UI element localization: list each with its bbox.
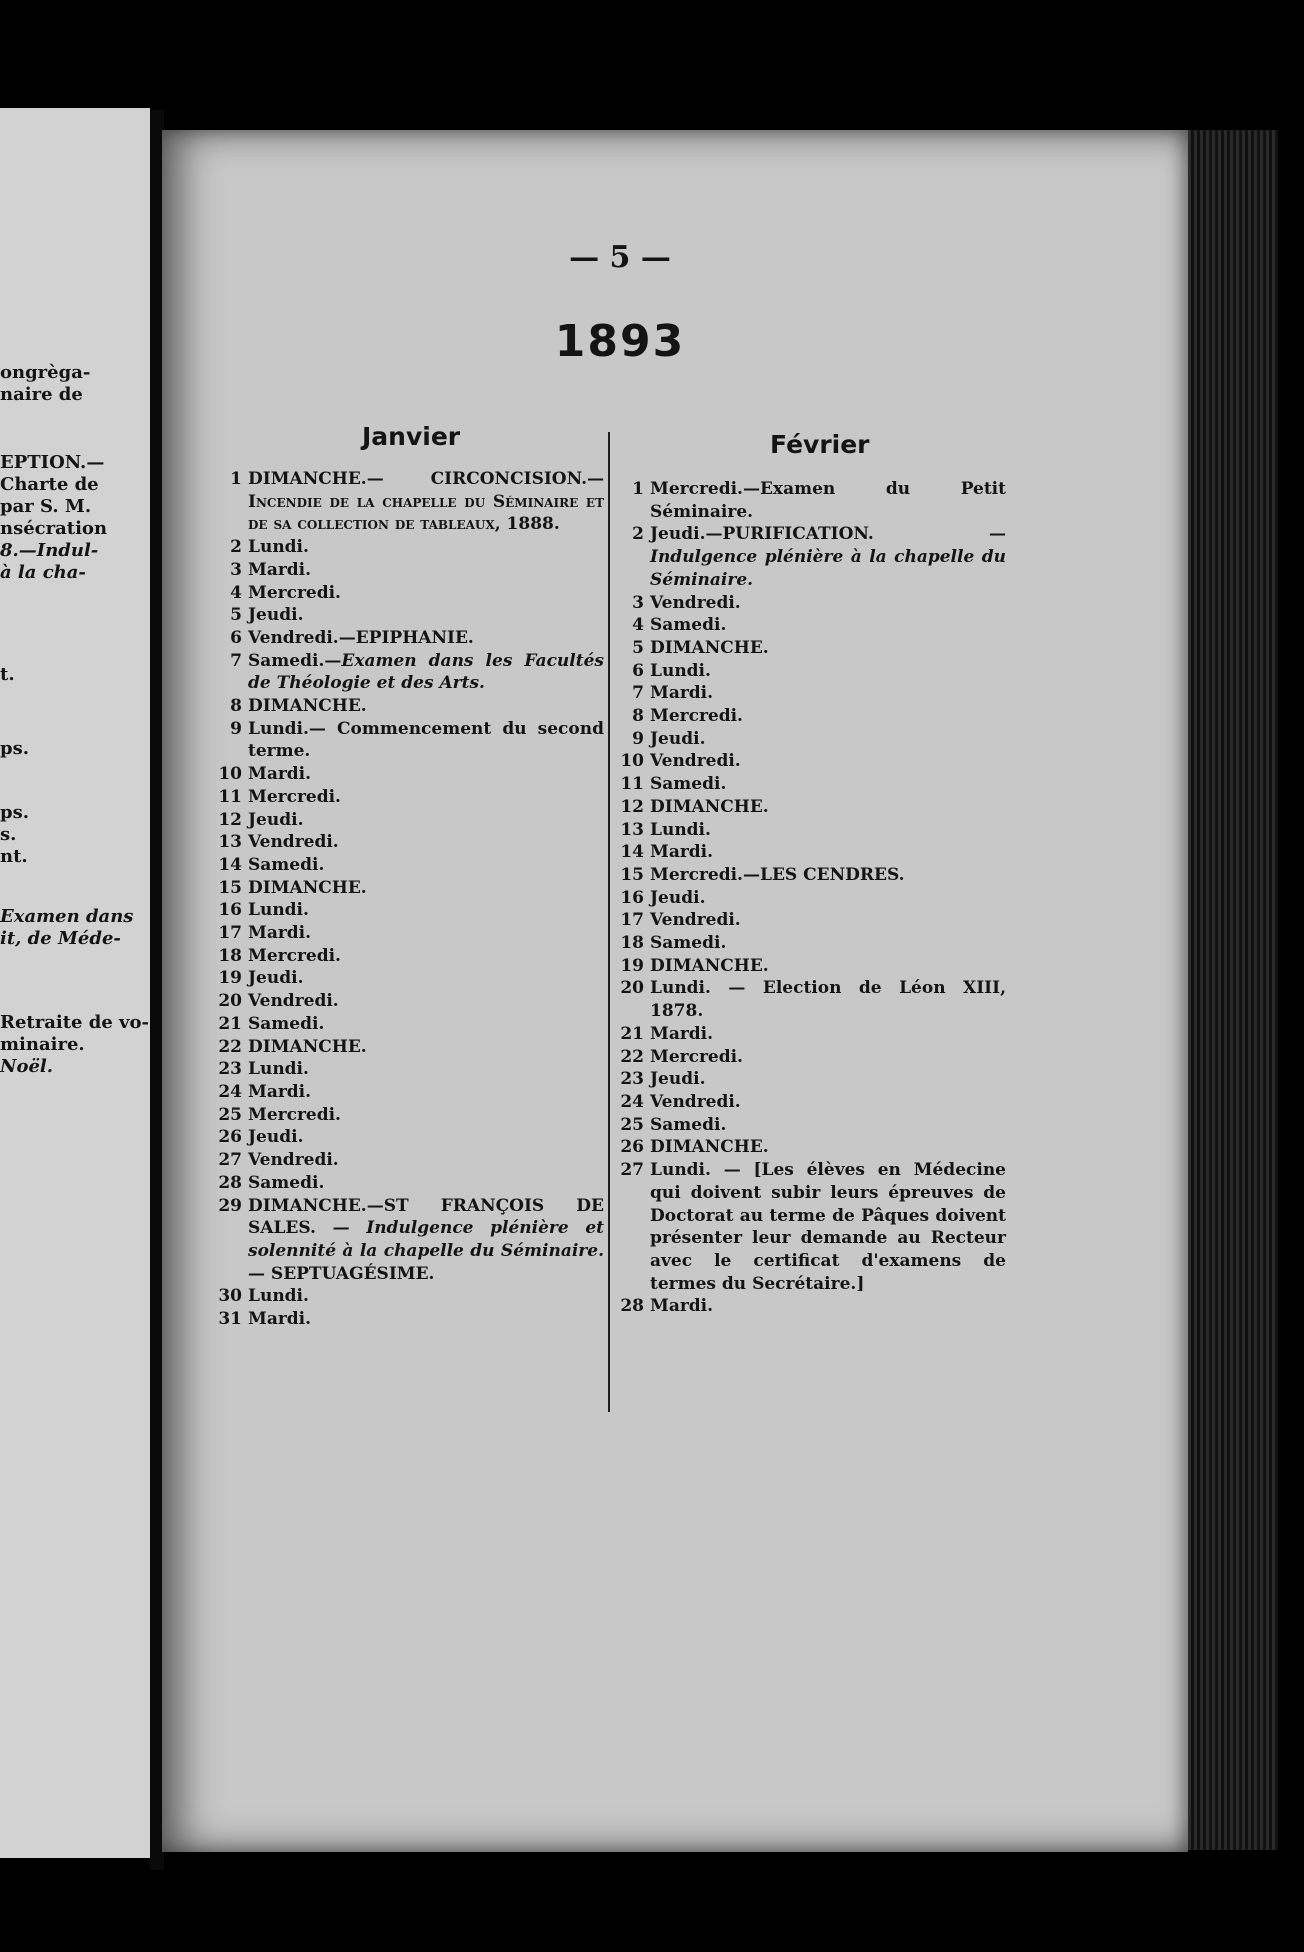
day-number: 18 [620,933,644,954]
janvier-entry [212,1081,604,1104]
janvier-entry [212,627,604,650]
column-divider [608,432,610,1412]
fevrier-entry [614,773,1006,796]
day-text [248,877,604,900]
janvier-entry [212,809,604,832]
day-number: 4 [230,582,242,603]
day-text [248,967,604,990]
day-number: 31 [218,1309,242,1330]
day-text-part: Jeudi. [248,1127,304,1148]
day-number: 13 [620,819,644,840]
day-text-part: Mercredi. [650,1046,743,1067]
day-number: 13 [218,832,242,853]
janvier-entry [212,536,604,559]
day-text-part: Samedi. [248,1172,325,1193]
facing-page-text: 8.—Indul- [0,540,99,561]
month-title-janvier: Janvier [362,422,461,451]
day-text [650,705,1006,728]
facing-page-text: Examen dans [0,906,134,927]
day-text-part: LES CENDRES. [759,864,905,885]
day-number: 30 [218,1286,242,1307]
day-text-part: Lundi. [248,1059,309,1080]
day-text [650,932,1006,955]
day-number: 12 [620,796,644,817]
day-number: 17 [218,923,242,944]
day-number: 1 [230,469,242,489]
day-text-part: Vendredi.— [248,627,356,648]
fevrier-entry [614,977,1006,1022]
day-text-part: Jeudi. [650,728,706,749]
fevrier-entry [614,932,1006,955]
day-number: 14 [218,854,242,875]
day-number: 6 [632,660,644,681]
day-text-part: Mardi. [650,842,714,863]
fevrier-column [614,478,1006,1318]
day-number: 11 [218,786,242,807]
janvier-entry [212,922,604,945]
day-text [650,660,1006,683]
day-text-part: Mardi. [248,559,312,580]
day-text-part: DIMANCHE. [650,637,769,658]
fevrier-entry [614,909,1006,932]
day-text-part: Mercredi. [248,786,341,807]
janvier-entry [212,967,604,990]
day-text [248,1195,604,1286]
janvier-entry [212,990,604,1013]
day-number: 19 [218,968,242,989]
day-text-part: — [873,524,1006,545]
day-text-part: Samedi. [650,933,727,954]
day-number: 5 [632,637,644,658]
day-number: 17 [620,910,644,931]
day-text-part: Jeudi. [650,1069,706,1090]
fevrier-entry [614,614,1006,637]
day-text-part: Samedi.— [248,650,342,671]
day-text-part: DIMANCHE. [650,955,769,976]
day-text-part: Mardi. [650,683,714,704]
fevrier-entry [614,682,1006,705]
day-text [248,559,604,582]
janvier-entry [212,1126,604,1149]
fevrier-entry [614,705,1006,728]
day-number: 22 [218,1036,242,1057]
fevrier-entry [614,1295,1006,1318]
fevrier-entry [614,1091,1006,1114]
fevrier-entry [614,864,1006,887]
day-text-part: DIMANCHE. [650,1137,769,1158]
facing-page-text: ongrèga- [0,362,91,383]
janvier-entry [212,1172,604,1195]
day-number: 11 [620,774,644,795]
janvier-entry [212,1013,604,1036]
day-number: 23 [218,1059,242,1080]
day-number: 19 [620,955,644,976]
facing-page-text: ps. [0,738,29,759]
facing-page-fragment [0,108,150,1858]
janvier-entry [212,695,604,718]
day-number: 27 [620,1160,644,1181]
facing-page-text: t. [0,664,15,685]
day-text-part: Vendredi. [248,991,339,1012]
day-text [248,604,604,627]
day-text-part: Jeudi. [248,605,304,626]
day-text [248,854,604,877]
janvier-entry [212,650,604,695]
day-text-part: Samedi. [248,1013,325,1034]
fevrier-entry [614,1023,1006,1046]
fevrier-entry [614,523,1006,591]
janvier-entry [212,1104,604,1127]
day-text-part: Lundi. [248,1286,309,1307]
day-number: 23 [620,1069,644,1090]
day-text [650,977,1006,1022]
day-number: 10 [218,764,242,785]
day-text [650,1023,1006,1046]
day-number: 8 [230,696,242,717]
facing-page-text: naire de [0,384,83,405]
day-number: 25 [620,1114,644,1135]
janvier-entry [212,1308,604,1331]
day-text-part: Mercredi. [650,706,743,727]
janvier-entry [212,786,604,809]
facing-page-text: à la cha- [0,562,86,583]
day-text [248,1172,604,1195]
day-text-part: Mardi. [248,923,312,944]
day-text-part: Lundi.— Commencement du second terme. [248,718,604,762]
day-text [248,945,604,968]
day-text [248,990,604,1013]
janvier-entry [212,1149,604,1172]
day-number: 2 [230,537,242,558]
year-heading: 1893 [554,316,686,367]
day-text [650,1114,1006,1137]
day-number: 22 [620,1046,644,1067]
janvier-entry [212,559,604,582]
day-text [650,1159,1006,1295]
day-text-part: — Indulgence plénière et solennité à la chapelle du Séminaire.— [248,1218,604,1284]
janvier-entry [212,582,604,605]
day-text [650,841,1006,864]
day-text [248,1308,604,1331]
fevrier-entry [614,887,1006,910]
day-text-part: Lundi. [650,819,711,840]
day-text [248,786,604,809]
day-number: 27 [218,1150,242,1171]
fevrier-entry [614,478,1006,523]
day-number: 20 [620,978,644,999]
facing-page-text: par S. M. [0,496,92,517]
day-text [248,536,604,559]
day-number: 26 [620,1137,644,1158]
fevrier-entry [614,728,1006,751]
day-text [248,922,604,945]
day-number: 3 [632,592,644,613]
fevrier-entry [614,819,1006,842]
day-text-part: SEPTUAGÉSIME. [265,1263,435,1284]
day-text-part: Mardi. [248,764,312,785]
page-edges [1188,130,1278,1850]
day-text [650,819,1006,842]
janvier-entry [212,1195,604,1286]
facing-page-text: minaire. [0,1034,85,1055]
day-number: 15 [218,877,242,898]
day-text [248,1104,604,1127]
day-number: 15 [620,864,644,885]
day-text-part: Mercredi. [248,582,341,603]
day-number: 12 [218,809,242,830]
facing-page-text: EPTION.— [0,452,105,473]
janvier-entry [212,1058,604,1081]
day-number: 29 [218,1195,242,1216]
day-text-part: Lundi. [650,660,711,681]
day-text-part: Samedi. [650,774,727,795]
day-text-part: Mardi. [248,1309,312,1330]
fevrier-entry [614,660,1006,683]
day-text [650,955,1006,978]
day-text-part: Lundi. — Election de Léon XIII, 1878. [650,978,1006,1022]
day-number: 18 [218,945,242,966]
day-text-part: Vendredi. [650,910,741,931]
day-text [650,1091,1006,1114]
day-number: 9 [230,718,242,739]
day-text-part: DIMANCHE. [248,1036,367,1057]
fevrier-entry [614,637,1006,660]
day-number: 10 [620,751,644,772]
janvier-entry [212,604,604,627]
day-text-part: Samedi. [650,1114,727,1135]
janvier-entry [212,945,604,968]
janvier-entry [212,718,604,763]
day-text [248,763,604,786]
day-number: 5 [230,605,242,626]
day-text [248,1126,604,1149]
day-text-part: Jeudi. [248,809,304,830]
janvier-entry [212,763,604,786]
facing-page-text: Charte de [0,474,99,495]
day-text [650,864,1006,887]
day-text [248,695,604,718]
day-number: 3 [230,559,242,580]
day-text [650,887,1006,910]
day-number: 6 [230,627,242,648]
facing-page-text: s. [0,824,17,845]
day-text [248,899,604,922]
day-text [650,773,1006,796]
day-text [248,809,604,832]
day-text-part: Jeudi.— [650,524,723,545]
janvier-column [212,468,604,1331]
facing-page-text: nsécration [0,518,108,539]
day-text [248,1081,604,1104]
day-text-part: Vendredi. [650,1091,741,1112]
day-text-part: Examen dans les Facultés de Théologie et des Arts. [248,650,604,694]
day-text-part: Lundi. [248,900,309,921]
day-number: 7 [632,683,644,704]
janvier-entry [212,877,604,900]
day-text-part: Samedi. [248,854,325,875]
day-text [650,682,1006,705]
day-text [650,614,1006,637]
day-text [248,1036,604,1059]
day-text-part: Indulgence plénière à la chapelle du Séminaire. [650,547,1006,590]
fevrier-entry [614,1068,1006,1091]
janvier-entry [212,1036,604,1059]
day-text-part: DIMANCHE. [248,877,367,898]
day-text-part: PURIFICATION. [722,524,874,545]
day-text-part: Vendredi. [650,751,741,772]
day-number: 21 [218,1013,242,1034]
day-text [650,750,1006,773]
janvier-entry [212,468,604,536]
day-text [248,650,604,695]
day-text [248,718,604,763]
fevrier-entry [614,1046,1006,1069]
day-number: 4 [632,615,644,636]
fevrier-entry [614,1114,1006,1137]
facing-page-text: Noël. [0,1056,54,1077]
day-number: 7 [230,650,242,671]
janvier-entry [212,1285,604,1308]
fevrier-entry [614,592,1006,615]
day-text [650,523,1006,591]
day-text [248,582,604,605]
day-text-part: Vendredi. [248,832,339,853]
janvier-entry [212,831,604,854]
day-number: 24 [218,1081,242,1102]
day-text [650,637,1006,660]
day-number: 16 [218,900,242,921]
day-text-part: Mercredi.—Examen du Petit Séminaire. [650,479,1006,522]
day-text-part: Mercredi.— [650,864,760,885]
day-text [650,909,1006,932]
day-text [650,1046,1006,1069]
day-number: 14 [620,842,644,863]
day-text [248,468,604,536]
day-text [248,1149,604,1172]
day-text-part: Vendredi. [248,1150,339,1171]
day-text [650,728,1006,751]
janvier-entry [212,899,604,922]
day-number: 21 [620,1023,644,1044]
day-text-part: EPIPHANIE. [355,627,474,648]
day-text-part: Mardi. [248,1081,312,1102]
day-number: 8 [632,706,644,727]
day-number: 24 [620,1091,644,1112]
day-text-part: Lundi. — [Les élèves en Médecine qui doivent subir leurs épreuves de Doctorat au terme de Pâques doivent présenter leur demande au Recteur avec le certificat d'examens de termes du Secrétaire.] [650,1160,1006,1294]
day-number: 9 [632,728,644,749]
day-text-part: Mardi. [650,1296,714,1317]
facing-page-text: it, de Méde- [0,928,121,949]
janvier-entry [212,854,604,877]
day-text-part: Jeudi. [650,887,706,908]
day-text [248,831,604,854]
fevrier-entry [614,841,1006,864]
day-text [248,627,604,650]
fevrier-entry [614,796,1006,819]
month-title-fevrier: Février [770,430,870,459]
day-text-part: DIMANCHE.— CIRCONCISION.— Incendie de la chapelle du Séminaire et de sa collection de tableaux, 1888. [248,469,604,535]
day-text [650,796,1006,819]
day-number: 1 [632,479,644,499]
day-number: 25 [218,1104,242,1125]
day-number: 16 [620,887,644,908]
day-text-part: Samedi. [650,615,727,636]
page-number: — 5 — [569,240,671,275]
day-text-part: Mercredi. [248,1104,341,1125]
day-number: 20 [218,991,242,1012]
day-text [650,592,1006,615]
day-text [248,1013,604,1036]
fevrier-entry [614,955,1006,978]
day-text-part: Vendredi. [650,592,741,613]
day-number: 28 [218,1172,242,1193]
day-text [650,1295,1006,1318]
day-text-part: Mercredi. [248,945,341,966]
day-number: 26 [218,1127,242,1148]
day-text-part: DIMANCHE. [650,796,769,817]
day-text [248,1058,604,1081]
day-text-part: DIMANCHE. [248,696,367,717]
fevrier-entry [614,750,1006,773]
facing-page-text: nt. [0,846,28,867]
day-number: 28 [620,1296,644,1317]
fevrier-entry [614,1136,1006,1159]
day-number: 2 [632,524,644,545]
fevrier-entry [614,1159,1006,1295]
day-text [650,1136,1006,1159]
day-text-part: Mardi. [650,1023,714,1044]
day-text [248,1285,604,1308]
day-text-part: DIMANCHE.—ST FRANÇOIS DE SALES. [248,1195,604,1239]
facing-page-text: Retraite de vo- [0,1012,149,1033]
day-text [650,478,1006,523]
day-text-part: Lundi. [248,537,309,558]
day-text [650,1068,1006,1091]
day-text-part: Jeudi. [248,968,304,989]
facing-page-text: ps. [0,802,29,823]
